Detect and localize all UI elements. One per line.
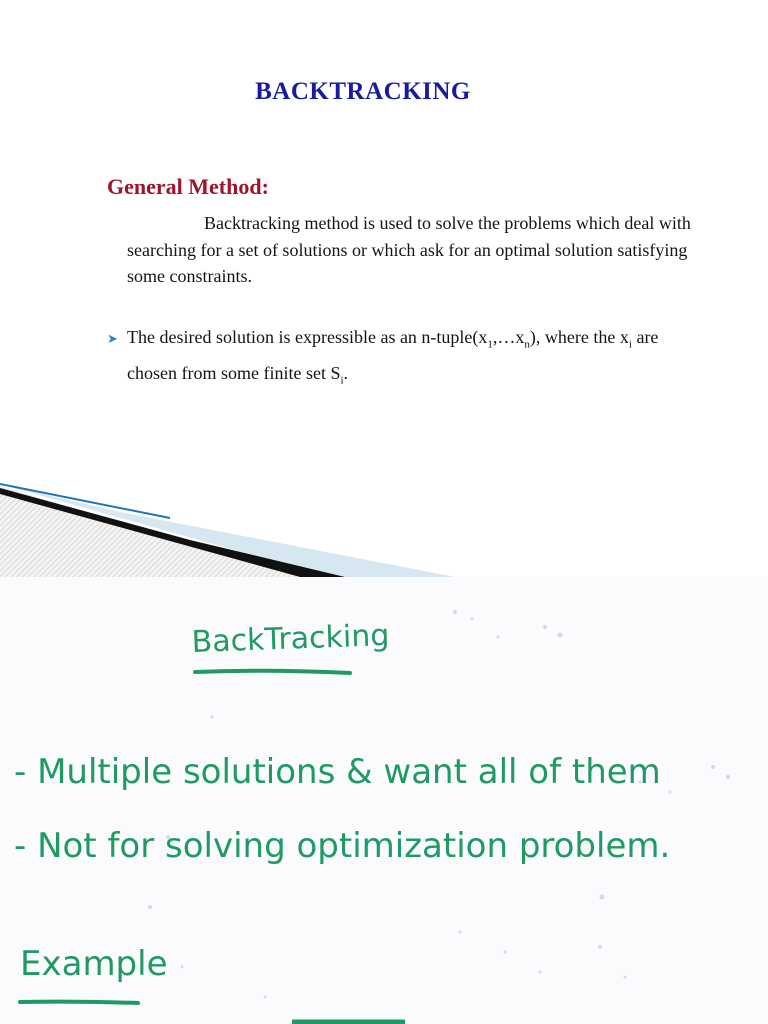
whiteboard-title: BackTracking [191,618,390,660]
slide-decoration [0,480,768,577]
whiteboard-line-2: - Not for solving optimization problem. [14,826,671,866]
whiteboard-example: Example [20,944,168,984]
intro-paragraph: Backtracking method is used to solve the problems which deal with searching for a set of solutions or which ask for an optimal solution satisfying some constraints. [127,213,691,286]
example-underline [20,1002,138,1003]
bullet-item [107,323,707,394]
whiteboard-line-1: - Multiple solutions & want all of them [14,752,661,792]
arrow-bullet-icon: ➤ [107,331,118,346]
section-heading: General Method: [107,174,269,199]
whiteboard-photo [0,577,768,1024]
whiteboard-drawing [0,577,768,1024]
title-underline [195,671,350,673]
slide-title: BACKTRACKING [255,78,471,105]
bullet-text: The desired solution is expressible as an $n-tuple(x_1,\dots x_n)$, where the $x_i$ are chosen from some finite set $S_i$. [127,327,659,387]
